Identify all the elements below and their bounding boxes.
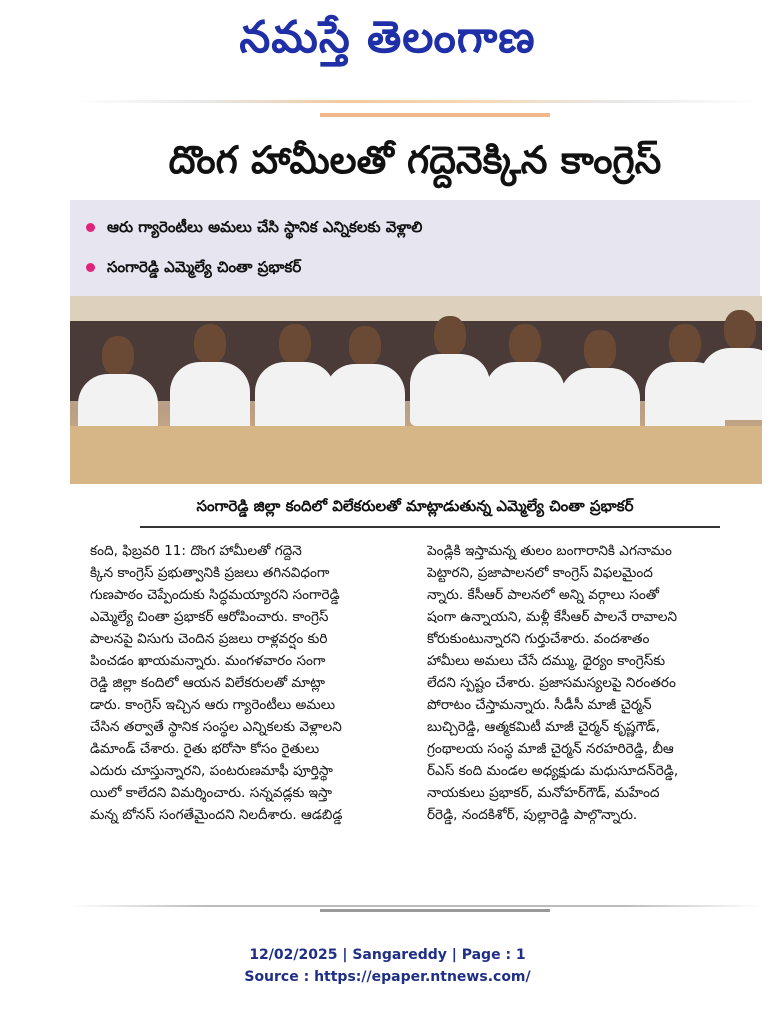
photo-person xyxy=(560,330,640,440)
article-line: న్నారు. కేసీఆర్ పాలనలో అన్ని వర్గాలు సంతో xyxy=(427,587,660,603)
article-line: డిమాండ్ చేశారు. రైతు భరోసా కోసం రైతులు xyxy=(90,741,320,757)
article-line: హామీలు అమలు చేసే దమ్ము, ధైర్యం కాంగ్రెస్‌కు xyxy=(427,653,666,669)
article-line: ఎదురు చూస్తున్నారని, పంటరుణమాఫీ పూర్తిస్థా xyxy=(90,763,333,779)
caption-underline xyxy=(140,526,720,528)
photo-person xyxy=(410,316,490,426)
article-line: చేసిన తర్వాతే స్థానిక సంస్థల ఎన్నికలకు వెళ్లాలని xyxy=(90,719,342,735)
article-line: పెట్టారని, ప్రజాపాలనలో కాంగ్రెస్ విఫలమైంద xyxy=(427,565,653,581)
news-photo xyxy=(70,296,762,484)
photo-person xyxy=(485,324,565,434)
article-line: పెండ్లికి ఇస్తామన్న తులం బంగారానికి ఎగనామం xyxy=(427,543,672,559)
bullet-item xyxy=(86,252,301,282)
masthead-accent-bar xyxy=(320,113,550,117)
footer-source: Source : https://epaper.ntnews.com/ xyxy=(244,969,531,985)
masthead xyxy=(0,6,775,70)
masthead-divider xyxy=(70,100,760,103)
footer-date-edition: 12/02/2025 | Sangareddy | Page : 1 xyxy=(249,947,526,963)
page-footer xyxy=(0,944,775,988)
article-line: ఎమ్మెల్యే చింతా ప్రభాకర్ ఆరోపించారు. కాంగ్రెస్ xyxy=(90,609,329,625)
article-line: డారు. కాంగ్రెస్ ఇచ్చిన ఆరు గ్యారెంటీలు అమలు xyxy=(90,697,336,713)
photo-person xyxy=(325,326,405,436)
article-line: రెడ్డి జిల్లా కందిలో ఆయన విలేకరులతో మాట్లా xyxy=(90,675,326,691)
article-line: ర్ఎస్ కంది మండల అధ్యక్షుడు మధుసూదన్‌రెడ్డి, xyxy=(427,763,679,779)
article-line: లేదని స్పష్టం చేశారు. ప్రజాసమస్యలపై నిరంతరం xyxy=(427,675,676,691)
article-line: యిలో కాలేదని విమర్శించారు. సన్నవడ్లకు ఇస్తా xyxy=(90,785,333,801)
article-line: పించడం ఖాయమన్నారు. మంగళవారం సంగా xyxy=(90,653,326,669)
article-line: బుచ్చిరెడ్డి, ఆత్మకమిటీ మాజీ చైర్మన్ కృష్ణగౌడ్, xyxy=(427,719,661,735)
bullet-text: ఆరు గ్యారెంటీలు అమలు చేసి స్థానిక ఎన్నికలకు వెళ్లాలి xyxy=(107,218,423,236)
photo-person xyxy=(700,310,762,420)
bullet-text: సంగారెడ్డి ఎమ్మెల్యే చింతా ప్రభాకర్ xyxy=(107,258,302,276)
article-line: ర్‌రెడ్డి, నందకిశోర్, పుల్లారెడ్డి పాల్గొన్నారు. xyxy=(427,807,638,823)
headline: దొంగ హామీలతో గద్దెనెక్కిన కాంగ్రెస్ xyxy=(168,138,662,182)
bullet-dot-icon xyxy=(86,223,95,232)
article-end-accent xyxy=(320,909,550,912)
subheadline-box xyxy=(70,200,760,296)
bullet-item xyxy=(86,212,422,242)
photo-person xyxy=(255,324,335,434)
article-line: గుణపాఠం చెప్పేందుకు సిద్ధమయ్యారని సంగారెడ్డి xyxy=(90,587,340,603)
article-line: గ్రంథాలయ సంస్థ మాజీ చైర్మన్ నరహరిరెడ్డి, బీఆ xyxy=(427,741,674,757)
photo-table xyxy=(70,426,762,484)
article-end-divider xyxy=(70,905,760,907)
article-line: షంగా ఉన్నాయని, మళ్లీ కేసీఆర్ పాలనే రావాలని xyxy=(427,609,678,625)
bullet-dot-icon xyxy=(86,263,95,272)
photo-person xyxy=(170,324,250,434)
article-column-right xyxy=(427,540,762,826)
article-line: మన్న బోనస్ సంగతేమైందని నిలదీశారు. ఆడబిడ్డ xyxy=(90,807,343,823)
article-line: కంది, ఫిబ్రవరి 11: దొంగ హామీలతో గద్దెనె xyxy=(90,543,302,559)
masthead-title: నమస్తే తెలంగాణ xyxy=(239,12,536,63)
article-line: పోరాటం చేస్తామన్నారు. సీడీసీ మాజీ చైర్మన్ xyxy=(427,697,652,713)
article-line: నాయకులు ప్రభాకర్, మనోహర్‌గౌడ్, మహేంద xyxy=(427,785,660,801)
article-line: క్కిన కాంగ్రెస్ ప్రభుత్వానికి ప్రజలు తగినవిధంగా xyxy=(90,565,330,581)
article-column-left xyxy=(90,540,410,826)
article-line: కోరుకుంటున్నారని గుర్తుచేశారు. వందశాతం xyxy=(427,631,650,647)
article-line: పాలనపై విసుగు చెందిన ప్రజలు రాళ్లవర్షం కురి xyxy=(90,631,328,647)
photo-caption: సంగారెడ్డి జిల్లా కందిలో విలేకరులతో మాట్లాడుతున్న ఎమ్మెల్యే చింతా ప్రభాకర్ xyxy=(196,497,634,515)
